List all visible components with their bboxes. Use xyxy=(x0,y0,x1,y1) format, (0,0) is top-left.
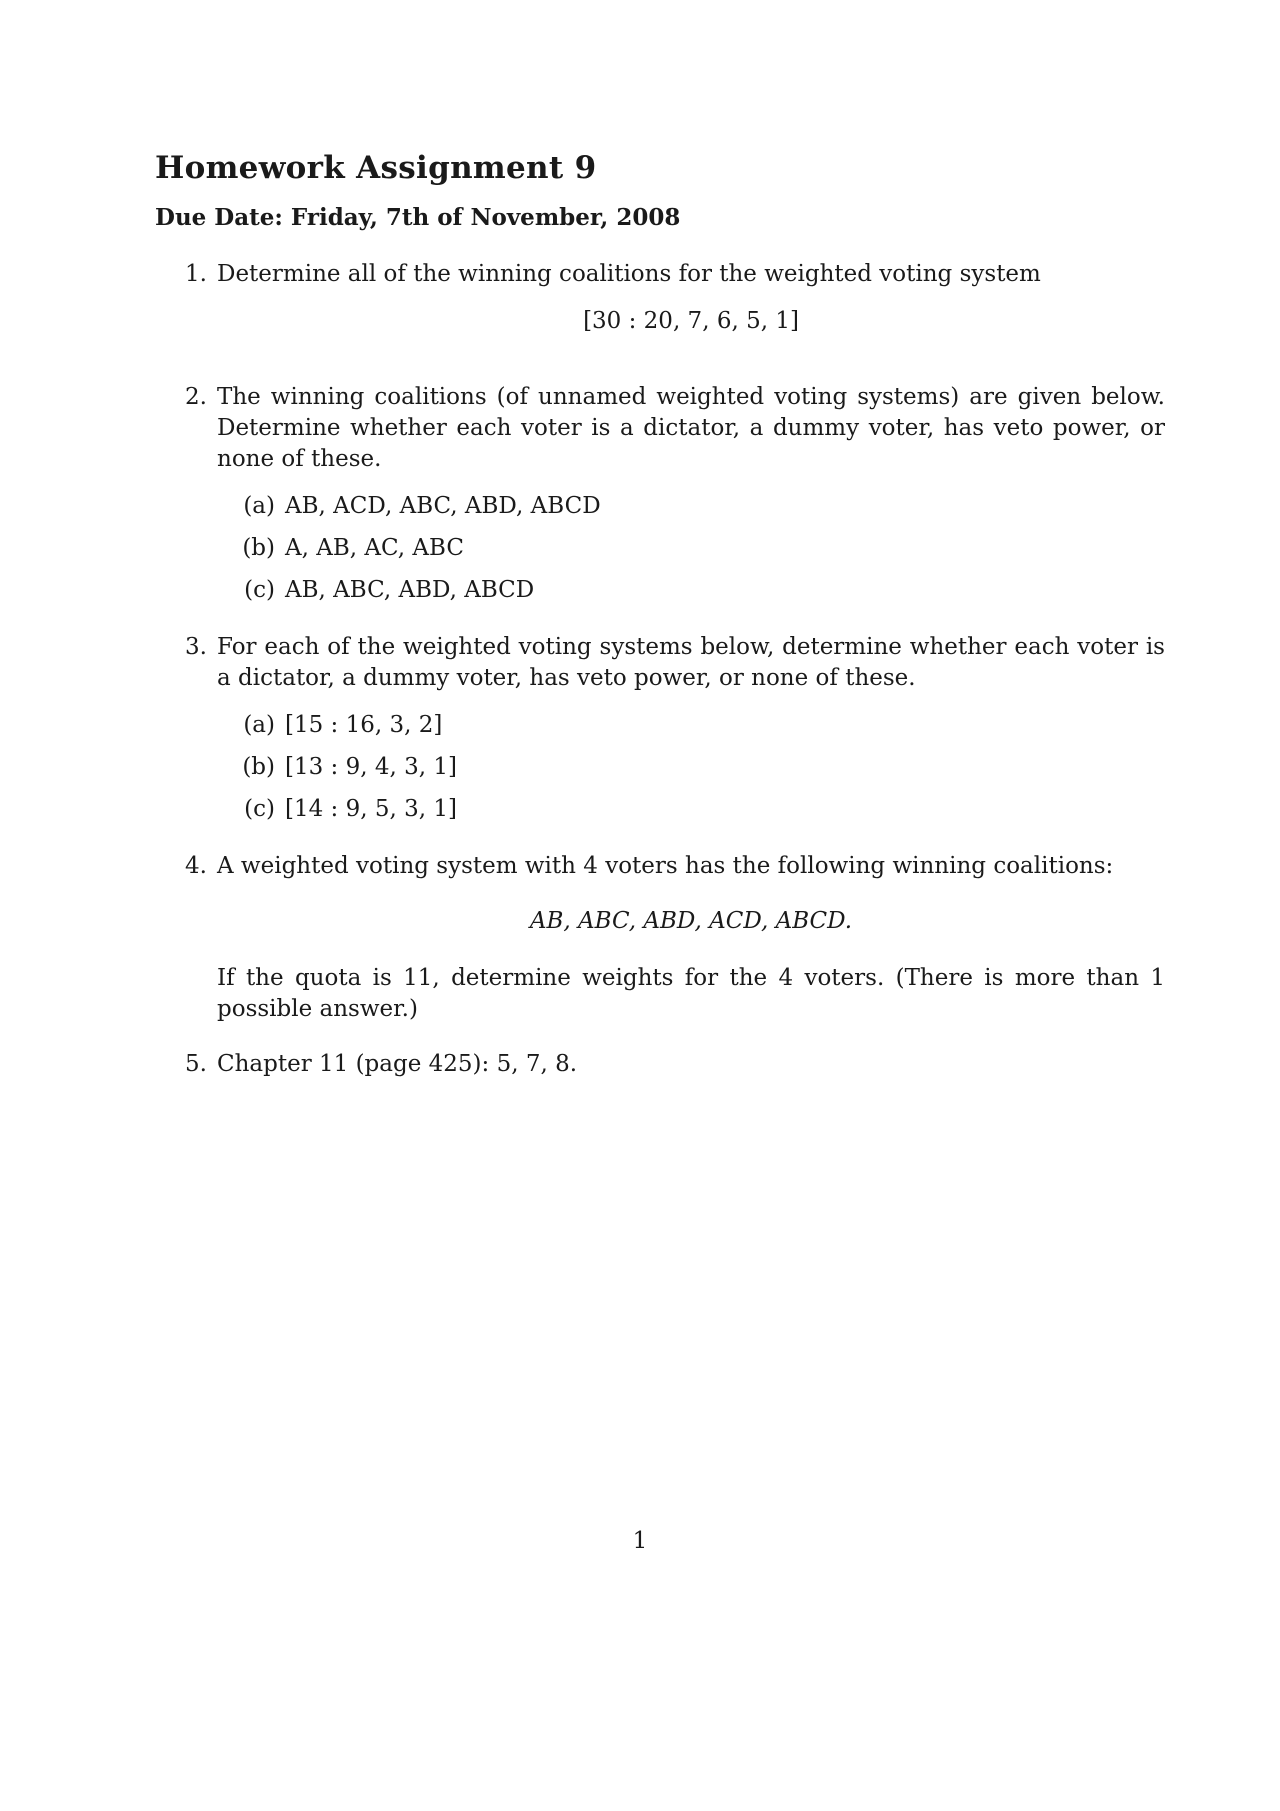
problem-text: Chapter 11 (page 425): 5, 7, 8. xyxy=(217,1051,578,1077)
problem-text: The winning coalitions (of unnamed weighted voting systems) are given below. Determine whether each voter is a dictator, a dummy voter, has veto power, or none of these. xyxy=(217,384,1165,472)
sub-item xyxy=(227,533,1165,575)
sub-item-label: (c) xyxy=(244,796,275,822)
page-number: 1 xyxy=(632,1528,648,1554)
problem-5 xyxy=(185,1049,1165,1080)
problem-3 xyxy=(185,632,1165,836)
problem-text: A weighted voting system with 4 voters has the following winning coalitions: xyxy=(217,853,1114,879)
sub-item xyxy=(227,575,1165,617)
sub-item-text: AB, ACD, ABC, ABD, ABCD xyxy=(285,493,601,519)
sub-item-label: (a) xyxy=(243,493,275,519)
due-date: Due Date: Friday, 7th of November, 2008 xyxy=(155,204,681,231)
sub-item-text: A, AB, AC, ABC xyxy=(285,535,464,561)
problem-number: 1. xyxy=(185,261,207,287)
problem-1 xyxy=(185,259,1165,337)
problem-followup-text: If the quota is 11, determine weights for the 4 voters. (There is more than 1 possible answer.) xyxy=(217,965,1165,1022)
sub-item-text: [14 : 9, 5, 3, 1] xyxy=(285,796,457,822)
sub-item-label: (b) xyxy=(242,754,275,780)
sub-item xyxy=(227,491,1165,533)
sub-item-label: (c) xyxy=(244,577,275,603)
sub-item xyxy=(227,710,1165,752)
sub-item xyxy=(227,794,1165,836)
sub-item-text: AB, ABC, ABD, ABCD xyxy=(285,577,535,603)
sub-item-text: [15 : 16, 3, 2] xyxy=(285,712,443,738)
sub-item xyxy=(227,752,1165,794)
problem-text: For each of the weighted voting systems below, determine whether each voter is a dictator, a dummy voter, has veto power, or none of these. xyxy=(217,634,1165,691)
problem-number: 5. xyxy=(185,1051,207,1077)
problem-number: 2. xyxy=(185,384,207,410)
sub-item-list xyxy=(227,491,1165,617)
sub-item-label: (a) xyxy=(243,712,275,738)
problem-number: 3. xyxy=(185,634,207,660)
problem-number: 4. xyxy=(185,853,207,879)
sub-item-text: [13 : 9, 4, 3, 1] xyxy=(285,754,457,780)
problem-text: Determine all of the winning coalitions for the weighted voting system xyxy=(217,261,1041,287)
problem-display-formula: [30 : 20, 7, 6, 5, 1] xyxy=(583,308,799,334)
page-title: Homework Assignment 9 xyxy=(155,150,597,186)
problem-display-formula: AB, ABC, ABD, ACD, ABCD. xyxy=(529,908,853,934)
sub-item-label: (b) xyxy=(242,535,275,561)
problem-2 xyxy=(185,382,1165,617)
sub-item-list xyxy=(227,710,1165,836)
problem-4 xyxy=(185,851,1165,1025)
